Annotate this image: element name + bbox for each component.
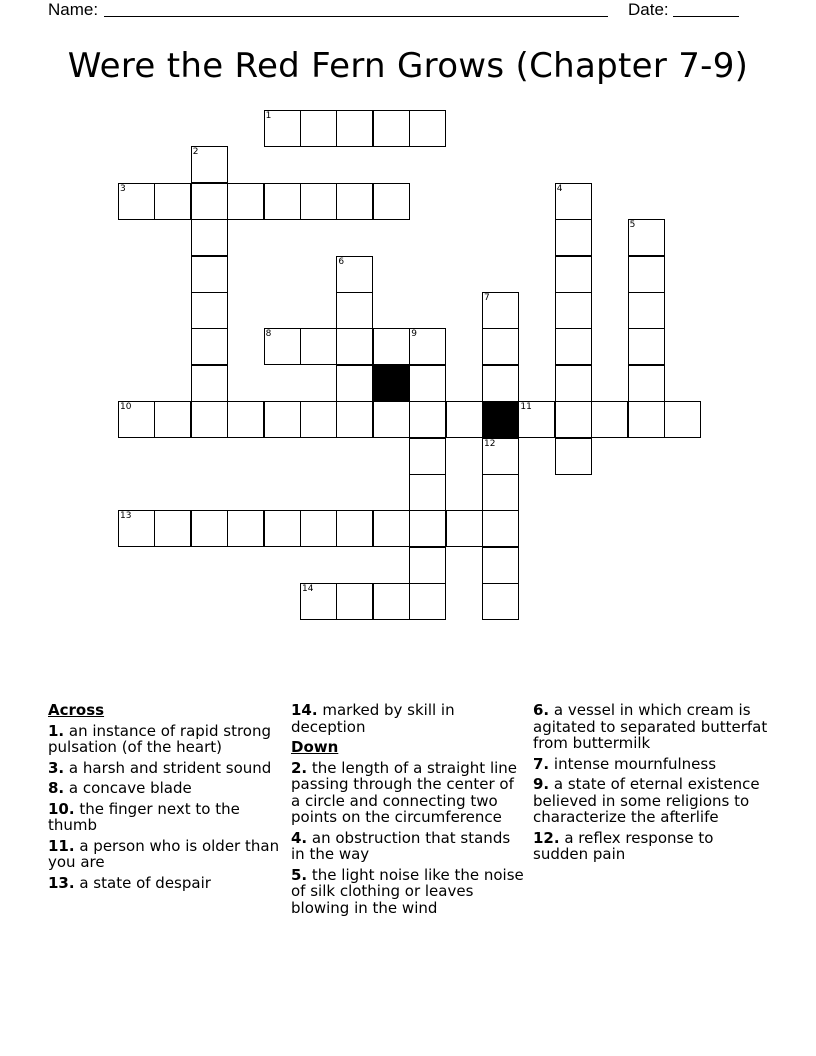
grid-cell[interactable]: [191, 256, 228, 293]
grid-cell[interactable]: [264, 183, 301, 220]
name-label: Name:: [48, 0, 99, 19]
grid-cell[interactable]: [628, 256, 665, 293]
clue-column-1: [48, 702, 284, 895]
clue-number: 7.: [533, 754, 550, 773]
clue-number: 2.: [291, 758, 308, 777]
clue-number: 9.: [533, 775, 550, 793]
grid-cell[interactable]: [154, 510, 191, 547]
grid-cell[interactable]: [264, 110, 301, 147]
clue-number-11: 11: [520, 402, 532, 413]
grid-cell[interactable]: [336, 183, 373, 220]
clue-number-13: 13: [120, 511, 132, 522]
clue-number: 12.: [533, 828, 560, 847]
clue-number-10: 10: [120, 402, 132, 413]
grid-cell[interactable]: [482, 583, 519, 620]
grid-cell[interactable]: [482, 438, 519, 475]
grid-cell[interactable]: [300, 183, 337, 220]
grid-cell[interactable]: [300, 328, 337, 365]
clue-across-14: [291, 702, 527, 735]
grid-cell[interactable]: [555, 183, 592, 220]
clue-column-2: [291, 702, 527, 920]
grid-cell[interactable]: [373, 110, 410, 147]
clue-column-3: [533, 702, 769, 867]
grid-cell[interactable]: [191, 183, 228, 220]
clue-number-3: 3: [120, 183, 126, 194]
clue-across-1: [48, 723, 284, 756]
grid-cell[interactable]: [409, 365, 446, 402]
grid-cell[interactable]: [482, 365, 519, 402]
clue-number: 5.: [291, 865, 308, 884]
grid-cell[interactable]: [118, 183, 155, 220]
grid-cell[interactable]: [628, 328, 665, 365]
clue-down-9: [533, 776, 769, 826]
clue-number-4: 4: [556, 183, 563, 194]
clue-number-8: 8: [265, 329, 272, 340]
grid-cell[interactable]: [409, 547, 446, 584]
grid-cell[interactable]: [409, 583, 446, 620]
clue-down-7: [533, 756, 769, 773]
grid-cell[interactable]: [336, 365, 373, 402]
grid-cell[interactable]: [664, 401, 701, 438]
clue-number: 1.: [48, 721, 65, 740]
clue-text: a harsh and strident sound: [64, 758, 272, 777]
clue-text: a vessel in which cream is agitated to separated butterfat from buttermilk: [533, 701, 768, 752]
grid-cell[interactable]: [482, 510, 519, 547]
clue-down-4: [291, 830, 527, 863]
grid-block: [482, 401, 519, 438]
clue-text: a concave blade: [64, 779, 192, 797]
clue-text: a person who is older than you are: [48, 836, 280, 871]
grid-cell[interactable]: [300, 583, 337, 620]
grid-cell[interactable]: [409, 474, 446, 511]
clue-number: 3.: [48, 758, 65, 777]
clue-text: the light noise like the noise of silk clothing or leaves blowing in the wind: [291, 865, 524, 917]
grid-cell[interactable]: [264, 401, 301, 438]
clue-down-2: [291, 760, 527, 826]
clue-number: 14.: [291, 701, 318, 719]
grid-cell[interactable]: [446, 510, 483, 547]
grid-cell[interactable]: [191, 365, 228, 402]
grid-cell[interactable]: [482, 474, 519, 511]
clue-text: an instance of rapid strong pulsation (of the heart): [48, 721, 271, 756]
grid-cell[interactable]: [482, 292, 519, 329]
date-label: Date:: [628, 0, 669, 19]
clue-number: 6.: [533, 701, 550, 719]
clue-number-2: 2: [192, 147, 199, 158]
grid-cell[interactable]: [482, 547, 519, 584]
grid-cell[interactable]: [191, 146, 228, 183]
grid-cell[interactable]: [300, 510, 337, 547]
clue-number: 11.: [48, 836, 75, 855]
clue-text: a state of eternal existence believed in some religions to characterize the afterlife: [533, 775, 760, 826]
grid-cell[interactable]: [555, 438, 592, 475]
grid-cell[interactable]: [264, 510, 301, 547]
grid-cell[interactable]: [336, 583, 373, 620]
grid-cell[interactable]: [446, 401, 483, 438]
grid-cell[interactable]: [191, 401, 228, 438]
across-heading: Across: [48, 701, 105, 719]
grid-cell[interactable]: [300, 401, 337, 438]
grid-cell[interactable]: [191, 219, 228, 256]
clue-number-12: 12: [484, 438, 496, 449]
page-title: Were the Red Fern Grows (Chapter 7-9): [67, 46, 749, 86]
clue-number: 4.: [291, 828, 308, 847]
clue-across-8: [48, 780, 284, 797]
grid-cell[interactable]: [373, 510, 410, 547]
grid-cell[interactable]: [628, 401, 665, 438]
grid-cell[interactable]: [373, 401, 410, 438]
grid-cell[interactable]: [409, 510, 446, 547]
grid-cell[interactable]: [628, 365, 665, 402]
clue-text: intense mournfulness: [549, 754, 717, 773]
grid-cell[interactable]: [191, 292, 228, 329]
clue-number: 10.: [48, 799, 75, 818]
grid-cell[interactable]: [336, 510, 373, 547]
clue-number-14: 14: [302, 584, 314, 595]
grid-cell[interactable]: [628, 219, 665, 256]
grid-cell[interactable]: [336, 256, 373, 293]
grid-cell[interactable]: [482, 328, 519, 365]
clue-number-5: 5: [629, 220, 636, 231]
grid-block: [373, 365, 410, 402]
grid-cell[interactable]: [518, 401, 555, 438]
clue-across-11: [48, 838, 284, 871]
grid-cell[interactable]: [336, 401, 373, 438]
grid-cell[interactable]: [373, 183, 410, 220]
grid-cell[interactable]: [409, 401, 446, 438]
grid-cell[interactable]: [409, 110, 446, 147]
clue-number: 8.: [48, 779, 65, 797]
clue-number: 13.: [48, 873, 75, 892]
grid-cell[interactable]: [154, 183, 191, 220]
grid-cell[interactable]: [191, 328, 228, 365]
clue-text: the finger next to the thumb: [48, 799, 240, 834]
clue-number-1: 1: [265, 111, 272, 121]
grid-cell[interactable]: [227, 401, 264, 438]
clue-text: a reflex response to sudden pain: [533, 828, 714, 863]
down-heading: Down: [291, 738, 339, 756]
grid-cell[interactable]: [628, 292, 665, 329]
grid-cell[interactable]: [409, 328, 446, 365]
grid-cell[interactable]: [555, 219, 592, 256]
clue-across-3: [48, 760, 284, 777]
clue-text: the length of a straight line passing through the center of a circle and connecting two points on the circumference: [291, 758, 518, 826]
grid-cell[interactable]: [373, 583, 410, 620]
clue-text: marked by skill in deception: [291, 701, 455, 736]
grid-cell[interactable]: [591, 401, 628, 438]
grid-cell[interactable]: [336, 110, 373, 147]
clue-text: an obstruction that stands in the way: [291, 828, 511, 863]
clue-across-10: [48, 801, 284, 834]
grid-cell[interactable]: [373, 328, 410, 365]
grid-cell[interactable]: [409, 438, 446, 475]
grid-cell[interactable]: [227, 510, 264, 547]
grid-cell[interactable]: [555, 292, 592, 329]
grid-cell[interactable]: [555, 401, 592, 438]
clue-down-5: [291, 867, 527, 917]
grid-cell[interactable]: [336, 328, 373, 365]
grid-cell[interactable]: [555, 365, 592, 402]
clue-number-9: 9: [411, 329, 417, 340]
grid-cell[interactable]: [555, 328, 592, 365]
clue-number-6: 6: [338, 256, 345, 267]
grid-cell[interactable]: [154, 401, 191, 438]
grid-cell[interactable]: [118, 510, 155, 547]
clue-across-13: [48, 875, 284, 892]
grid-cell[interactable]: [118, 401, 155, 438]
clue-text: a state of despair: [74, 873, 211, 892]
grid-cell[interactable]: [300, 110, 337, 147]
grid-cell[interactable]: [191, 510, 228, 547]
clue-number-7: 7: [484, 293, 490, 303]
clue-down-6: [533, 702, 769, 752]
grid-cell[interactable]: [336, 292, 373, 329]
grid-cell[interactable]: [555, 256, 592, 293]
grid-cell[interactable]: [227, 183, 264, 220]
clue-down-12: [533, 830, 769, 863]
grid-cell[interactable]: [264, 328, 301, 365]
